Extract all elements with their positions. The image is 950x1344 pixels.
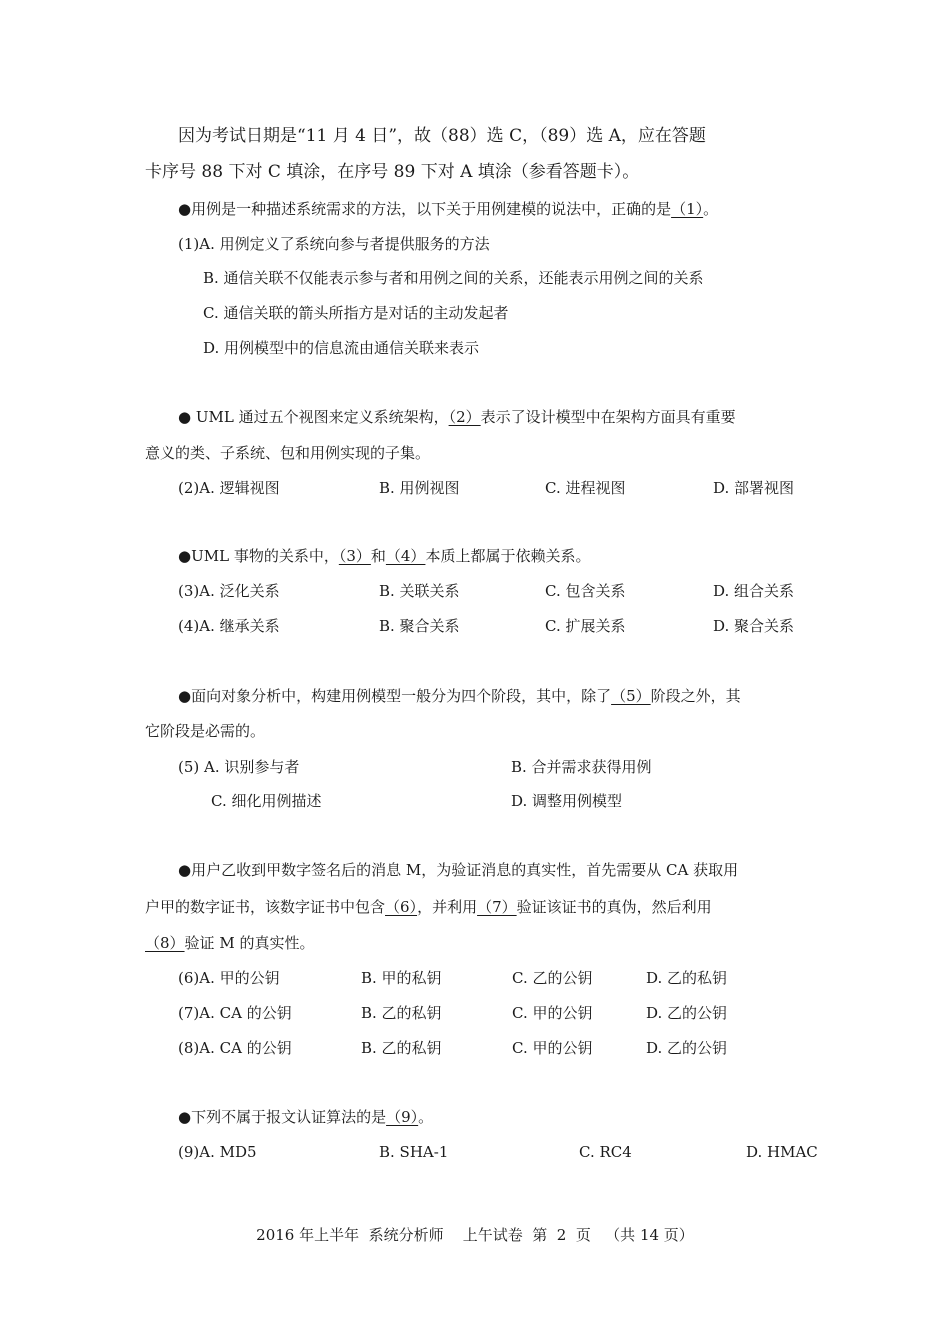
question-5-stem [178,689,741,704]
answer-blank: （7） [477,898,517,916]
stem-text: ●面向对象分析中，构建用例模型一般分为四个阶段，其中，除了 [178,687,612,705]
stem-text: 和 [370,547,386,565]
question-3-option-a: (3)A. 泛化关系 [178,582,280,600]
stem-text: ● UML 通过五个视图来定义系统架构， [178,408,449,426]
question-5-option-a: (5) A. 识别参与者 [178,758,300,776]
question-1-option-c: C. 通信关联的箭头所指方是对话的主动发起者 [203,304,509,322]
question-7-option-a: (7)A. CA 的公钥 [178,1004,292,1022]
intro-line-2: 卡序号 88 下对 C 填涂，在序号 89 下对 A 填涂（参看答题卡）。 [145,162,640,182]
stem-text: ●用例是一种描述系统需求的方法，以下关于用例建模的说法中，正确的是 [178,200,672,218]
stem-text: 表示了设计模型中在架构方面具有重要 [480,408,736,426]
question-3-option-d: D. 组合关系 [713,582,795,600]
question-6-option-c: C. 乙的公钥 [512,969,593,987]
question-4-option-c: C. 扩展关系 [545,617,626,635]
answer-blank: （5） [611,687,651,705]
answer-blank: （6） [385,898,418,916]
question-6-stem: ●用户乙收到甲数字签名后的消息 M，为验证消息的真实性，首先需要从 CA 获取用 [178,861,739,879]
question-6-stem-line-3 [145,936,314,951]
stem-text: ●下列不属于报文认证算法的是 [178,1108,387,1126]
question-1-stem [178,202,718,217]
question-4-option-a: (4)A. 继承关系 [178,617,280,635]
question-8-option-b: B. 乙的私钥 [361,1039,442,1057]
stem-text: 户甲的数字证书，该数字证书中包含 [145,898,386,916]
question-1-option-d: D. 用例模型中的信息流由通信关联来表示 [203,339,480,357]
question-2-option-c: C. 进程视图 [545,479,626,497]
question-3-option-b: B. 关联关系 [379,582,460,600]
question-2-option-b: B. 用例视图 [379,479,460,497]
answer-blank: （2） [448,408,481,426]
question-7-option-c: C. 甲的公钥 [512,1004,593,1022]
question-5-option-d: D. 调整用例模型 [511,792,623,810]
answer-blank: （8） [145,934,185,952]
answer-blank: （3） [338,547,371,565]
stem-text: 。 [418,1108,434,1126]
question-2-stem [178,410,736,425]
question-9-option-c: C. RC4 [579,1143,632,1161]
stem-text: 验证该证书的真伪，然后利用 [516,898,712,916]
question-4-option-d: D. 聚合关系 [713,617,795,635]
page-footer: 2016 年上半年 系统分析师 上午试卷 第 2 页 （共 14 页） [256,1226,694,1244]
question-8-option-d: D. 乙的公钥 [646,1039,728,1057]
question-9-stem [178,1110,433,1125]
question-6-stem-line-2 [145,900,712,915]
question-4-option-b: B. 聚合关系 [379,617,460,635]
stem-text: 阶段之外，其 [650,687,741,705]
question-6-option-a: (6)A. 甲的公钥 [178,969,280,987]
question-3-stem [178,549,590,564]
question-2-option-d: D. 部署视图 [713,479,795,497]
stem-text: ●UML 事物的关系中， [178,547,339,565]
question-6-option-d: D. 乙的私钥 [646,969,728,987]
answer-blank: （4） [385,547,426,565]
answer-blank: （1） [671,200,704,218]
stem-text: ，并利用 [417,898,478,916]
question-7-option-b: B. 乙的私钥 [361,1004,442,1022]
stem-text: 。 [703,200,719,218]
question-5-stem-line-2: 它阶段是必需的。 [145,722,266,740]
question-8-option-c: C. 甲的公钥 [512,1039,593,1057]
question-9-option-d: D. HMAC [746,1143,818,1161]
question-6-option-b: B. 甲的私钥 [361,969,442,987]
question-5-option-c: C. 细化用例描述 [211,792,322,810]
stem-text: 本质上都属于依赖关系。 [425,547,591,565]
question-2-option-a: (2)A. 逻辑视图 [178,479,280,497]
question-9-option-a: (9)A. MD5 [178,1143,257,1161]
question-5-option-b: B. 合并需求获得用例 [511,758,652,776]
question-1-option-b: B. 通信关联不仅能表示参与者和用例之间的关系，还能表示用例之间的关系 [203,269,704,287]
question-8-option-a: (8)A. CA 的公钥 [178,1039,292,1057]
question-9-option-b: B. SHA-1 [379,1143,449,1161]
question-3-option-c: C. 包含关系 [545,582,626,600]
question-7-option-d: D. 乙的公钥 [646,1004,728,1022]
stem-text: 验证 M 的真实性。 [184,934,315,952]
question-1-option-a: (1)A. 用例定义了系统向参与者提供服务的方法 [178,235,490,253]
answer-blank: （9） [386,1108,419,1126]
intro-line-1: 因为考试日期是“11 月 4 日”，故（88）选 C，（89）选 A，应在答题 [178,126,706,146]
question-2-stem-line-2: 意义的类、子系统、包和用例实现的子集。 [145,444,431,462]
